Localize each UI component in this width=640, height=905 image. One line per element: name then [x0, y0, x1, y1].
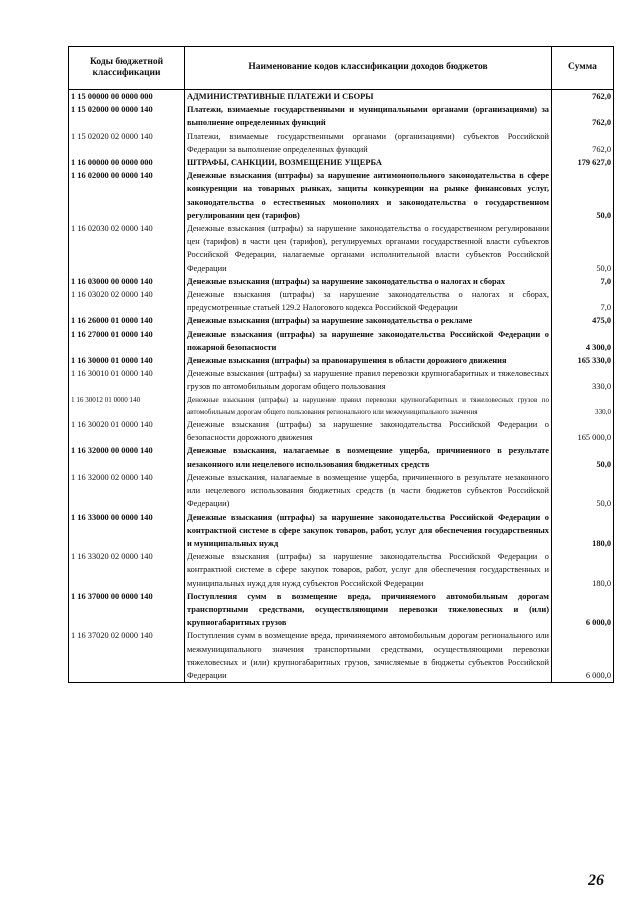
row-sum: 50,0 — [552, 222, 614, 275]
table-row — [69, 156, 614, 169]
row-sum: 762,0 — [552, 130, 614, 156]
table-row — [69, 169, 614, 222]
row-name: Платежи, взимаемые государственными органами (организациями) субъектов Российской Федерации за выполнение определенных функций — [185, 130, 552, 156]
row-name: Денежные взыскания (штрафы) за нарушение правил перевозки крупногабаритных и тяжеловесных грузов по автомобильным дорогам общего пользования — [185, 367, 552, 393]
row-code: 1 16 30012 01 0000 140 — [69, 394, 185, 418]
page-number: 26 — [588, 872, 604, 889]
table-row — [69, 550, 614, 590]
row-name: Поступления сумм в возмещение вреда, причиняемого автомобильным дорогам регионального или межмуниципального значения транспортными средствами, осуществляющими перевозки тяжеловесных и (или) крупногабаритных грузов, зачисляемые в бюджеты субъектов Российской Федерации — [185, 629, 552, 682]
row-code: 1 16 37000 00 0000 140 — [69, 590, 185, 630]
table-row — [69, 328, 614, 354]
row-sum: 7,0 — [552, 275, 614, 288]
row-sum: 50,0 — [552, 471, 614, 511]
row-name: Денежные взыскания (штрафы) за правонарушения в области дорожного движения — [185, 354, 552, 367]
row-code: 1 16 32000 02 0000 140 — [69, 471, 185, 511]
row-code: 1 16 27000 01 0000 140 — [69, 328, 185, 354]
row-code: 1 16 02030 02 0000 140 — [69, 222, 185, 275]
header-name: Наименование кодов классификации доходов бюджетов — [185, 47, 552, 90]
row-sum: 4 300,0 — [552, 328, 614, 354]
table-row — [69, 367, 614, 393]
table-row — [69, 90, 614, 104]
row-sum: 165 000,0 — [552, 418, 614, 444]
table-row — [69, 314, 614, 327]
row-sum: 50,0 — [552, 169, 614, 222]
row-name: Поступления сумм в возмещение вреда, причиняемого автомобильным дорогам транспортными средствами, осуществляющими перевозки тяжеловесных и (или) крупногабаритных грузов — [185, 590, 552, 630]
row-name: Денежные взыскания (штрафы) за нарушение законодательства Российской Федерации о безопасности дорожного движения — [185, 418, 552, 444]
row-name: Денежные взыскания (штрафы) за нарушение законодательства о налогах и сборах — [185, 275, 552, 288]
header-code: Коды бюджетной классификации — [69, 47, 185, 90]
row-code: 1 16 33020 02 0000 140 — [69, 550, 185, 590]
row-sum: 330,0 — [552, 367, 614, 393]
row-name: АДМИНИСТРАТИВНЫЕ ПЛАТЕЖИ И СБОРЫ — [185, 90, 552, 104]
row-sum: 6 000,0 — [552, 629, 614, 682]
table-row — [69, 590, 614, 630]
row-name: Денежные взыскания, налагаемые в возмещение ущерба, причиненного в результате незаконного или нецелевого использования бюджетных средств (в части бюджетов субъектов Российской Федерации) — [185, 471, 552, 511]
row-name: Платежи, взимаемые государственными и муниципальными органами (организациями) за выполнение определенных функций — [185, 103, 552, 129]
row-name: Денежные взыскания (штрафы) за нарушение законодательства о налогах и сборах, предусмотренные статьей 129.2 Налогового кодекса Российской Федерации — [185, 288, 552, 314]
table-row — [69, 103, 614, 129]
row-sum: 179 627,0 — [552, 156, 614, 169]
table-row — [69, 471, 614, 511]
row-code: 1 16 26000 01 0000 140 — [69, 314, 185, 327]
row-name: Денежные взыскания, налагаемые в возмещение ущерба, причиненного в результате незаконного или нецелевого использования бюджетных средств — [185, 444, 552, 470]
header-sum: Сумма — [552, 47, 614, 90]
row-code: 1 16 02000 00 0000 140 — [69, 169, 185, 222]
row-name: Денежные взыскания (штрафы) за нарушение законодательства о рекламе — [185, 314, 552, 327]
table-row — [69, 511, 614, 551]
row-sum: 7,0 — [552, 288, 614, 314]
row-code: 1 16 32000 00 0000 140 — [69, 444, 185, 470]
row-code: 1 16 03000 00 0000 140 — [69, 275, 185, 288]
row-sum: 50,0 — [552, 444, 614, 470]
revenue-classification-table — [68, 46, 614, 683]
row-code: 1 16 30000 01 0000 140 — [69, 354, 185, 367]
row-name: ШТРАФЫ, САНКЦИИ, ВОЗМЕЩЕНИЕ УЩЕРБА — [185, 156, 552, 169]
row-name: Денежные взыскания (штрафы) за нарушение законодательства Российской Федерации о пожарной безопасности — [185, 328, 552, 354]
table-row — [69, 222, 614, 275]
row-code: 1 16 30020 01 0000 140 — [69, 418, 185, 444]
row-code: 1 16 03020 02 0000 140 — [69, 288, 185, 314]
table-row — [69, 418, 614, 444]
row-code: 1 15 02020 02 0000 140 — [69, 130, 185, 156]
table-row — [69, 275, 614, 288]
row-sum: 330,0 — [552, 394, 614, 418]
row-sum: 165 330,0 — [552, 354, 614, 367]
table-row — [69, 629, 614, 682]
table-row — [69, 130, 614, 156]
row-code: 1 16 30010 01 0000 140 — [69, 367, 185, 393]
row-code: 1 15 00000 00 0000 000 — [69, 90, 185, 104]
row-sum: 180,0 — [552, 550, 614, 590]
row-name: Денежные взыскания (штрафы) за нарушение антимонопольного законодательства в сфере конкуренции на товарных рынках, защиты конкуренции на рынке финансовых услуг, законодательства о естественных монополиях и законодательства о государственном регулировании цен (тарифов) — [185, 169, 552, 222]
table-row — [69, 444, 614, 470]
table-row — [69, 394, 614, 418]
row-name: Денежные взыскания (штрафы) за нарушение законодательства Российской Федерации о контрактной системе в сфере закупок товаров, работ, услуг для обеспечения государственных и муниципальных нужд для нужд субъектов Российской Федерации — [185, 550, 552, 590]
row-name: Денежные взыскания (штрафы) за нарушение правил перевозки крупногабаритных и тяжеловесных грузов по автомобильным дорогам общего пользования регионального или межмуниципального значения — [185, 394, 552, 418]
row-sum: 762,0 — [552, 103, 614, 129]
table-row — [69, 288, 614, 314]
row-name: Денежные взыскания (штрафы) за нарушение законодательства о государственном регулировании цен (тарифов) в части цен (тарифов), регулируемых органами государственной власти субъектов Российской Федерации, налагаемые органами исполнительной власти субъектов Российской Федерации — [185, 222, 552, 275]
row-code: 1 16 37020 02 0000 140 — [69, 629, 185, 682]
table-row — [69, 354, 614, 367]
row-sum: 180,0 — [552, 511, 614, 551]
row-sum: 6 000,0 — [552, 590, 614, 630]
row-code: 1 16 00000 00 0000 000 — [69, 156, 185, 169]
table-header-row — [69, 47, 614, 90]
row-sum: 762,0 — [552, 90, 614, 104]
row-name: Денежные взыскания (штрафы) за нарушение законодательства Российской Федерации о контрактной системе в сфере закупок товаров, работ, услуг для обеспечения государственных и муниципальных нужд — [185, 511, 552, 551]
row-code: 1 16 33000 00 0000 140 — [69, 511, 185, 551]
row-code: 1 15 02000 00 0000 140 — [69, 103, 185, 129]
row-sum: 475,0 — [552, 314, 614, 327]
